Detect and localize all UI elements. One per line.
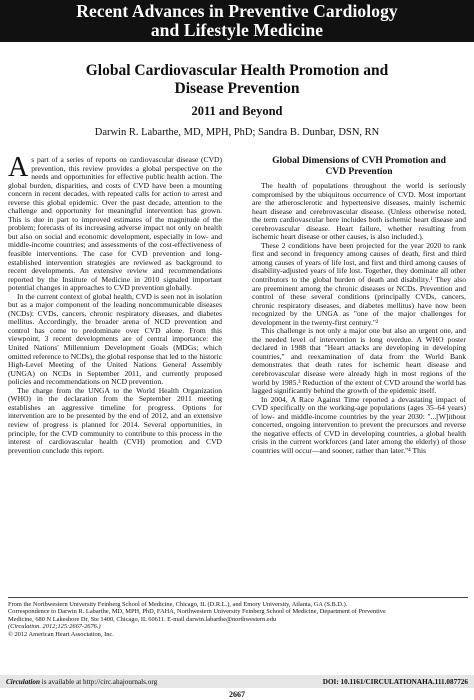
body-paragraph: These 2 conditions have been projected for the year 2020 to rank first and second in frequency among causes of death, first and third among causes of years of life lost, and first and third among causes of disability-adjusted years of life lost. Together, they dominate all other contributors to the global burden of death and disability.¹ They also are preeminent among the chronic diseases or NCDs. Prevention and control of these several conditions (principally CVDs, cancers, chronic respiratory diseases, and diabetes mellitus) have now been recognized by the UNGA as "one of the major challenges for development in the twenty-first century."²: [252, 240, 466, 327]
body-paragraph: The charge from the UNGA to the World Health Organization (WHO) in the declaration from the September 2011 meeting establishes an aggressive timeline for progress. Options for intervention are to be presented by the end of 2012, and an extensive review of progress is planned for 2014. Several opportunities, in principle, for the CVD community to contribute to this process in the interest of cardiovascular health (CVH) promotion and CVD prevention conclude this report.: [8, 385, 222, 455]
banner-line-1: Recent Advances in Preventive Cardiology: [76, 1, 398, 21]
body-paragraph: In the current context of global health, CVD is seen not in isolation but as a major component of the leading noncommunicable diseases (NCDs): CVDs, cancers, chronic respiratory diseases, and diabetes mellitus. Accordingly, the broader arena of NCD prevention and control has come to predominate over CVD alone. From this viewpoint, 3 recent developments are of central importance: the United Nations' Millennium Development Goals (MDGs; which omitted reference to NCDs), the global response that led to the historic High-Level Meeting of the United Nations General Assembly (UNGA) on NCDs in September 2011, and currently proposed policies and recommendations on NCD prevention.: [8, 291, 222, 387]
doi-text: DOI: 10.1161/CIRCULATIONAHA.111.087726: [322, 677, 468, 686]
section-heading-line-2: CVD Prevention: [325, 167, 393, 177]
affiliation-note: From the Northwestern University Feinberg School of Medicine, Chicago, IL (D.R.L.), and Emory University, Atlanta, GA (S.B.D.).: [8, 601, 348, 608]
drop-cap: A: [8, 152, 29, 183]
citation-note: (Circulation. 2012;125:2667-2676.): [8, 623, 101, 631]
body-paragraph: In 2004, A Race Against Time reported a devastating impact of CVD specifically on the working-age populations (ages 35–64 years) of low- and middle-income countries by the year 2030: "...[W]ithout concerted, ongoing intervention to prevent the precursors and reverse the negative effects of CVD in developing countries, a global health crisis in the current workforces (and later among the elderly) of those countries will occur—and sooner, rather than later."⁴ This: [252, 394, 466, 455]
banner-line-2: and Lifestyle Medicine: [150, 20, 324, 40]
right-column: [252, 156, 466, 456]
author-line: Darwin R. Labarthe, MD, MPH, PhD; Sandra B. Dunbar, DSN, RN: [94, 127, 380, 138]
copyright-note: © 2012 American Heart Association, Inc.: [8, 630, 114, 638]
series-banner: [0, 0, 474, 42]
doi-label: [323, 678, 468, 686]
body-paragraph: This challenge is not only a major one but also an urgent one, and the needed level of intervention is long overdue. A WHO poster declared in 1988 that "Heart attacks are developing in developing countries," and reexamination of data from the World Bank demonstrates that death rates for ischemic heart disease and cerebrovascular disease were already high in most regions of the world by 1985.³ Reduction of the extent of CVD around the world has lagged significantly behind the growth of the epidemic itself.: [252, 326, 466, 396]
article-subtitle: 2011 and Beyond: [191, 104, 283, 118]
journal-info-bar: [0, 675, 474, 688]
journal-availability: [6, 678, 157, 686]
address-note: Medicine, 680 N Lakeshore Dr, Ste 1400, Chicago, IL 60611. E-mail darwin.labarthe@northwestern.edu: [8, 615, 277, 623]
article-header: [0, 62, 474, 139]
journal-url-text[interactable]: is available at http://circ.ahajournals.org: [39, 677, 158, 686]
section-heading-line-1: Global Dimensions of CVH Promotion and: [272, 156, 446, 166]
footnotes: [8, 601, 468, 638]
intro-paragraph: [8, 152, 222, 293]
page-number: 2667: [229, 690, 245, 699]
footnote-divider: [8, 597, 468, 598]
left-column: [8, 152, 222, 455]
body-paragraph: The health of populations throughout the world is seriously compromised by the ubiquitous occurrence of CVD. Most important are the atherosclerotic and hypertensive diseases, mainly ischemic heart disease and cerebrovascular disease. (Unless otherwise noted, the term cardiovascular here includes both ischemic heart disease and cerebrovascular disease. Heart failure, whether resulting from ischemic heart disease or other causes, is also included.).: [252, 181, 466, 242]
section-heading: [252, 156, 466, 178]
journal-name: Circulation: [6, 677, 40, 686]
correspondence-note: Correspondence to Darwin R. Labarthe, MD, MPH, PhD, FAHA, Northwestern University Feinberg School of Medicine, Department of Preventive: [8, 608, 386, 616]
article-title-line-1: Global Cardiovascular Health Promotion and: [85, 62, 389, 79]
article-title-line-2: Disease Prevention: [174, 80, 300, 97]
intro-paragraph-text: s part of a series of reports on cardiovascular disease (CVD) prevention, this review provides a global perspective on the needs and opportunities for effective public health action. The global burden, disparities, and costs of CVD have been a mounting concern in recent decades, with repeated calls for action to arrest and reverse this global epidemic. Over the past decade, attention to the challenge and opportunity for meaningful intervention has grown. This is due in part to improved estimates of the magnitude of the problem; forecasts of its increasing adverse impact not only on health but also on social and economic development, especially in low- and middle-income countries; and assessments of the cost-effectiveness of feasible interventions. The case for CVD prevention and long-established intervention strategies are reviewed as background to recent developments. An extensive review and recommendations reported by the Institute of Medicine in 2010 signaled important potential changes in approaches to CVD prevention globally.: [8, 155, 222, 293]
